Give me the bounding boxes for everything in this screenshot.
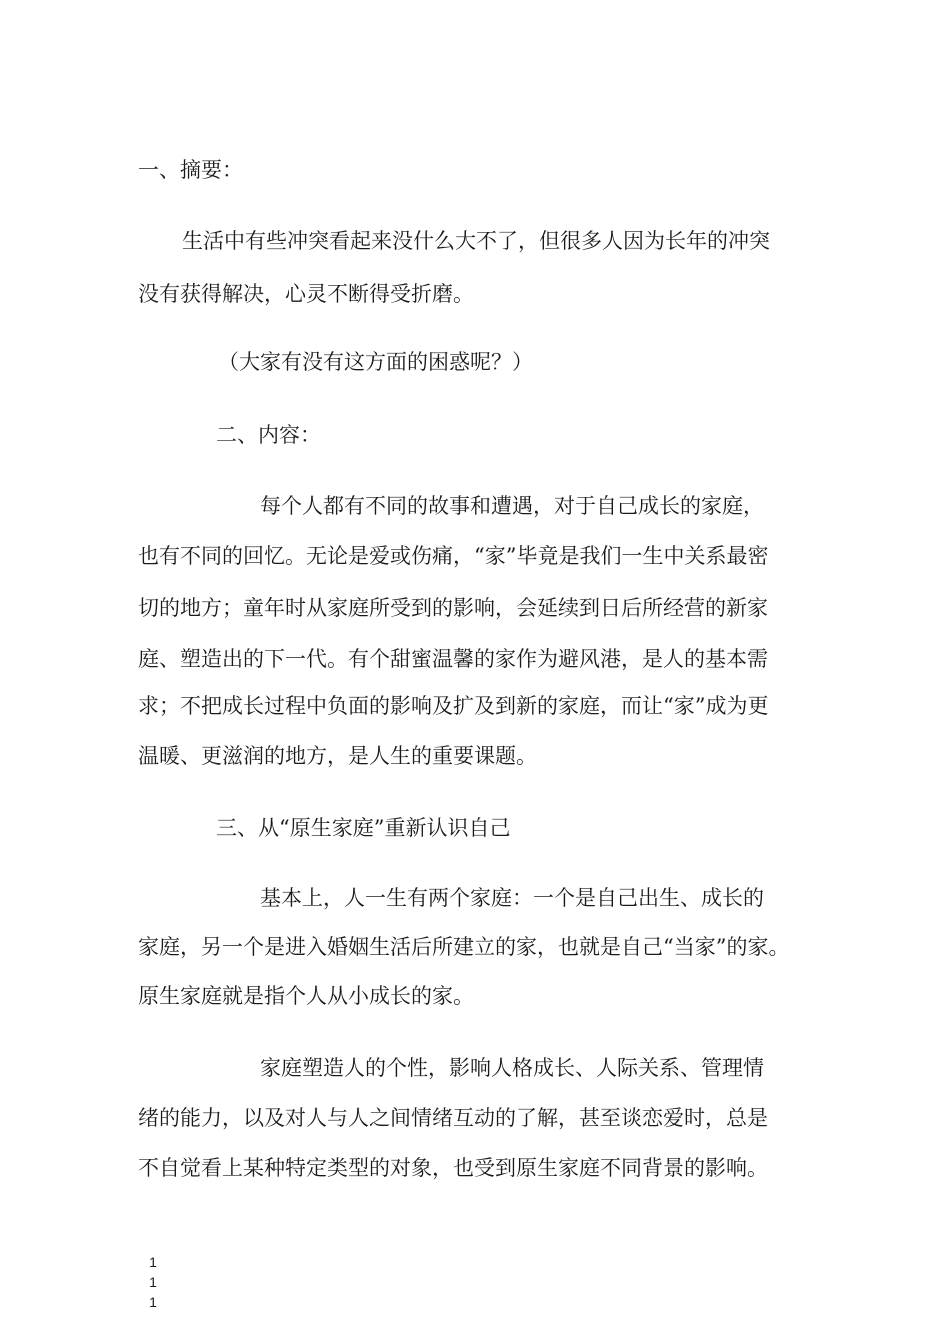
paragraph-line: 庭、塑造出的下一代。有个甜蜜温馨的家作为避风港，是人的基本需: [138, 647, 768, 671]
page-number: [146, 1252, 160, 1312]
paragraph-line: 不自觉看上某种特定类型的对象，也受到原生家庭不同背景的影响。: [138, 1156, 768, 1180]
paragraph-line: 绪的能力，以及对人与人之间情绪互动的了解，甚至谈恋爱时，总是: [138, 1106, 768, 1130]
section-heading-origin-family: 三、从“原生家庭”重新认识自己: [216, 816, 511, 840]
question-line: （大家有没有这方面的困惑呢？）: [218, 350, 533, 374]
paragraph-line: 家庭塑造人的个性，影响人格成长、人际关系、管理情: [260, 1056, 764, 1080]
page-number-digit: 1: [149, 1254, 157, 1270]
page-number-digit: 1: [149, 1294, 157, 1310]
page-number-digit: 1: [149, 1274, 157, 1290]
paragraph-line: 原生家庭就是指个人从小成长的家。: [138, 984, 474, 1008]
paragraph-line: 基本上，人一生有两个家庭：一个是自己出生、成长的: [260, 886, 764, 910]
paragraph-line: 求；不把成长过程中负面的影响及扩及到新的家庭，而让“家”成为更: [138, 694, 769, 718]
paragraph-line: 每个人都有不同的故事和遭遇，对于自己成长的家庭，: [260, 494, 764, 518]
paragraph-line: 切的地方；童年时从家庭所受到的影响，会延续到日后所经营的新家: [138, 596, 768, 620]
paragraph-line: 没有获得解决，心灵不断得受折磨。: [138, 282, 474, 306]
section-heading-summary: 一、摘要：: [138, 158, 243, 182]
paragraph-line: 生活中有些冲突看起来没什么大不了，但很多人因为长年的冲突: [182, 229, 770, 253]
paragraph-line: 家庭，另一个是进入婚姻生活后所建立的家，也就是自己“当家”的家。: [138, 935, 790, 959]
paragraph-line: 也有不同的回忆。无论是爱或伤痛，“家”毕竟是我们一生中关系最密: [138, 544, 769, 568]
section-heading-content: 二、内容：: [216, 423, 321, 447]
paragraph-line: 温暖、更滋润的地方，是人生的重要课题。: [138, 744, 537, 768]
